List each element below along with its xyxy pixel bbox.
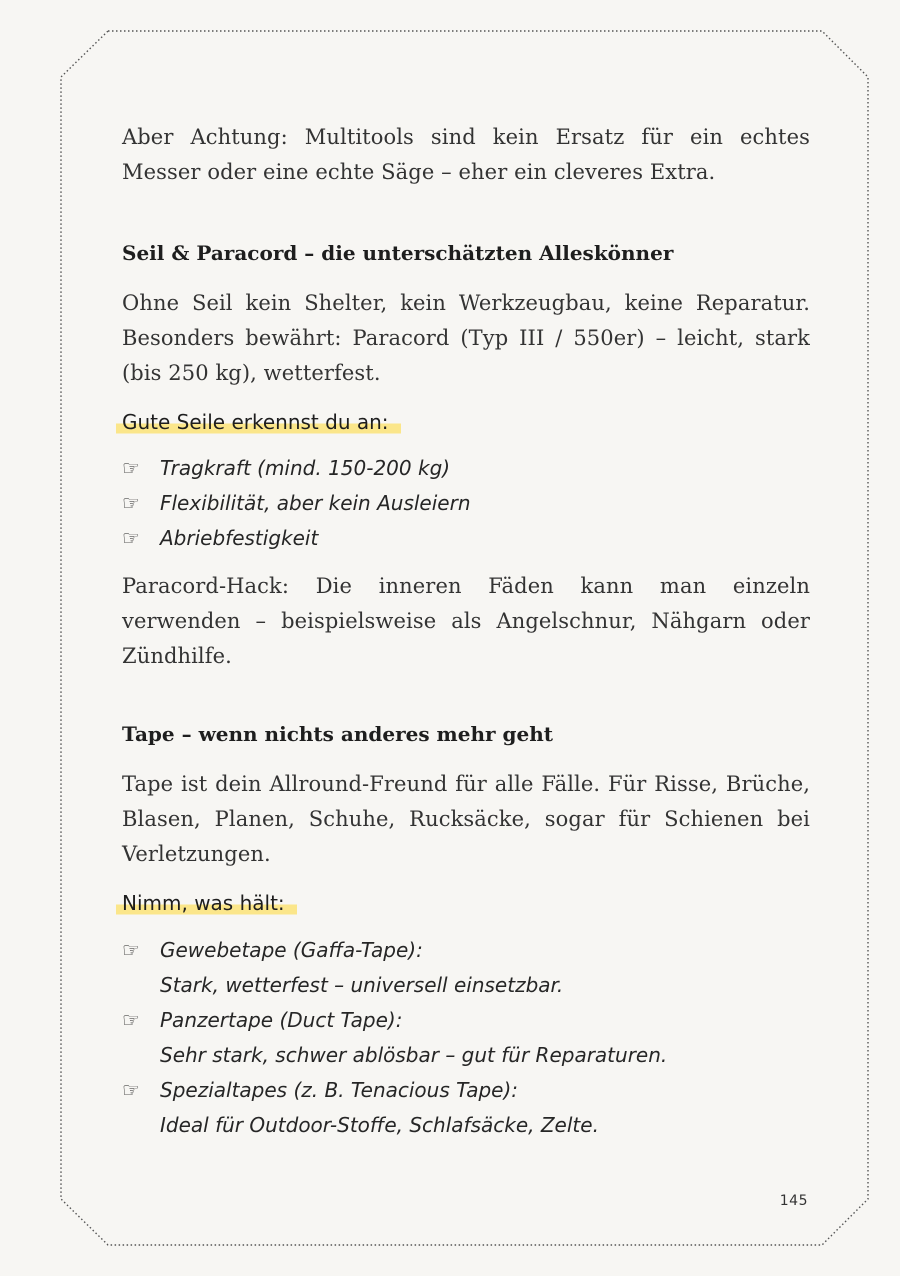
rope-highlight-label: Gute Seile erkennst du an: — [116, 409, 401, 435]
section-heading-tape: Tape – wenn nichts anderes mehr geht — [122, 722, 553, 746]
list-item — [122, 933, 810, 1003]
list-item — [122, 1003, 810, 1073]
tape-bullet-list — [122, 933, 810, 1143]
tape-title: Panzertape (Duct Tape): — [160, 1008, 403, 1032]
page-content — [122, 120, 810, 1143]
tape-highlight-label: Nimm, was hält: — [116, 890, 297, 916]
pointing-hand-icon: ☞ — [122, 938, 140, 962]
rope-bullet-list — [122, 451, 810, 556]
tape-title: Spezialtapes (z. B. Tenacious Tape): — [160, 1078, 519, 1102]
rope-paragraph: Ohne Seil kein Shelter, kein Werkzeugbau, keine Reparatur. Besonders bewährt: Paracord (Typ III / 550er) – leicht, stark (bis 250 kg), wetterfest. — [122, 291, 810, 385]
bullet-text: Flexibilität, aber kein Ausleiern — [160, 491, 471, 515]
pointing-hand-icon: ☞ — [122, 491, 140, 515]
tape-description: Sehr stark, schwer ablösbar – gut für Reparaturen. — [160, 1043, 668, 1067]
bullet-text: Abriebfestigkeit — [160, 526, 319, 550]
section-heading-rope: Seil & Paracord – die unterschätzten Alleskönner — [122, 241, 674, 265]
list-item — [122, 486, 810, 521]
pointing-hand-icon: ☞ — [122, 526, 140, 550]
list-item — [122, 451, 810, 486]
tape-description: Ideal für Outdoor-Stoffe, Schlafsäcke, Zelte. — [160, 1113, 599, 1137]
tape-description: Stark, wetterfest – universell einsetzbar. — [160, 973, 564, 997]
bullet-text: Tragkraft (mind. 150-200 kg) — [160, 456, 451, 480]
pointing-hand-icon: ☞ — [122, 1078, 140, 1102]
rope-highlight-wrap — [122, 409, 810, 435]
page-number: 145 — [779, 1193, 808, 1209]
list-item — [122, 1073, 810, 1143]
pointing-hand-icon: ☞ — [122, 1008, 140, 1032]
pointing-hand-icon: ☞ — [122, 456, 140, 480]
intro-paragraph: Aber Achtung: Multitools sind kein Ersatz für ein echtes Messer oder eine echte Säge – eher ein cleveres Extra. — [122, 125, 810, 184]
list-item — [122, 521, 810, 556]
tape-title: Gewebetape (Gaffa-Tape): — [160, 938, 423, 962]
tape-paragraph: Tape ist dein Allround-Freund für alle Fälle. Für Risse, Brüche, Blasen, Planen, Schuhe, Rucksäcke, sogar für Schienen bei Verletzungen. — [122, 772, 810, 866]
tape-highlight-wrap — [122, 890, 810, 916]
paracord-hack-paragraph: Paracord-Hack: Die inneren Fäden kann man einzeln verwenden – beispielsweise als Angelschnur, Nähgarn oder Zündhilfe. — [122, 574, 810, 668]
